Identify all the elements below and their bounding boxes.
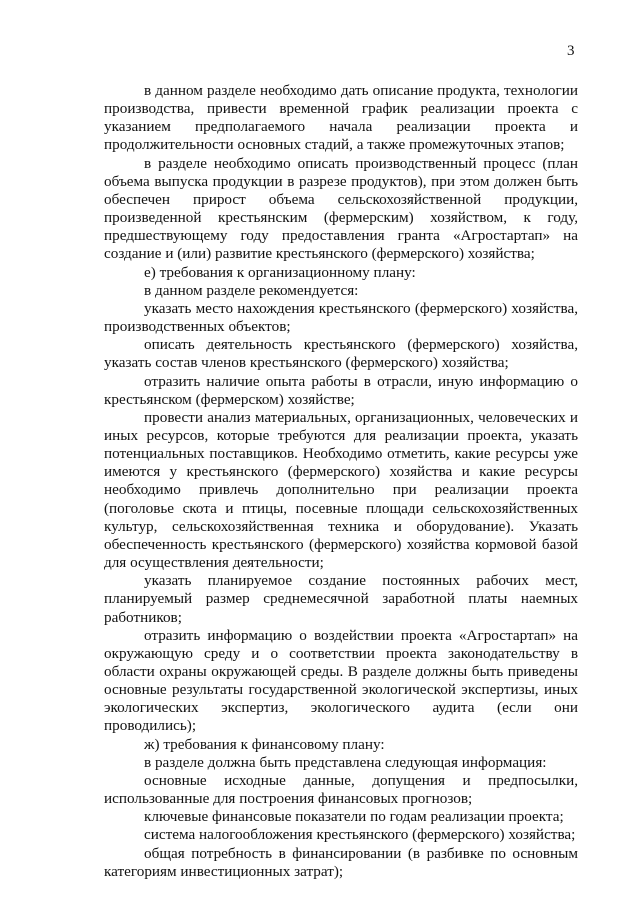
paragraph: основные исходные данные, допущения и предпосылки, использованные для построения финансовых прогнозов; — [104, 771, 578, 808]
document-body — [104, 82, 578, 881]
paragraph: в разделе необходимо описать производственный процесс (план объема выпуска продукции в разрезе продуктов), при этом должен быть обеспечен прирост объема сельскохозяйственной продукции, произведенной крестьянским (фермерским) хозяйством, к году, предшествующему году предоставления гранта «Агростартап» на создание и (или) развитие крестьянского (фермерского) хозяйства; — [104, 154, 578, 263]
paragraph: ж) требования к финансовому плану: — [144, 735, 385, 753]
paragraph: ключевые финансовые показатели по годам реализации проекта; — [144, 808, 564, 826]
paragraph: система налогообложения крестьянского (фермерского) хозяйства; — [144, 826, 576, 844]
paragraph: указать планируемое создание постоянных рабочих мест, планируемый размер среднемесячной заработной платы наемных работников; — [104, 572, 578, 626]
paragraph: указать место нахождения крестьянского (фермерского) хозяйства, производственных объектов; — [104, 299, 578, 336]
paragraph: провести анализ материальных, организационных, человеческих и иных ресурсов, которые требуются для реализации проекта, указать потенциальных поставщиков. Необходимо отметить, какие ресурсы уже имеются у крестьянского (фермерского) хозяйства и какие ресурсы необходимо привлечь дополнительно при реализации проекта (поголовье скота и птицы, посевные площади сельскохозяйственных культур, сельскохозяйственная техника и оборудование). Указать обеспеченность крестьянского (фермерского) хозяйства кормовой базой для осуществления деятельности; — [104, 408, 578, 572]
paragraph: общая потребность в финансировании (в разбивке по основным категориям инвестиционных затрат); — [104, 844, 578, 880]
paragraph: описать деятельность крестьянского (фермерского) хозяйства, указать состав членов крестьянского (фермерского) хозяйства; — [104, 336, 578, 372]
paragraph: отразить информацию о воздействии проекта «Агростартап» на окружающую среду и о соответствии проекта законодательству в области охраны окружающей среды. В разделе должны быть приведены основные результаты государственной экологической экспертизы, иных экологических экспертиз, экологического аудита (если они проводились); — [104, 626, 578, 735]
paragraph: в данном разделе необходимо дать описание продукта, технологии производства, привести временной график реализации проекта с указанием предполагаемого начала реализации проекта и продолжительности основных стадий, а также промежуточных этапов; — [104, 82, 578, 154]
page-number: 3 — [567, 43, 575, 59]
paragraph: отразить наличие опыта работы в отрасли, иную информацию о крестьянском (фермерском) хозяйстве; — [104, 372, 578, 408]
paragraph: в данном разделе рекомендуется: — [144, 281, 359, 299]
paragraph: е) требования к организационному плану: — [144, 263, 416, 281]
paragraph: в разделе должна быть представлена следующая информация: — [144, 753, 547, 771]
